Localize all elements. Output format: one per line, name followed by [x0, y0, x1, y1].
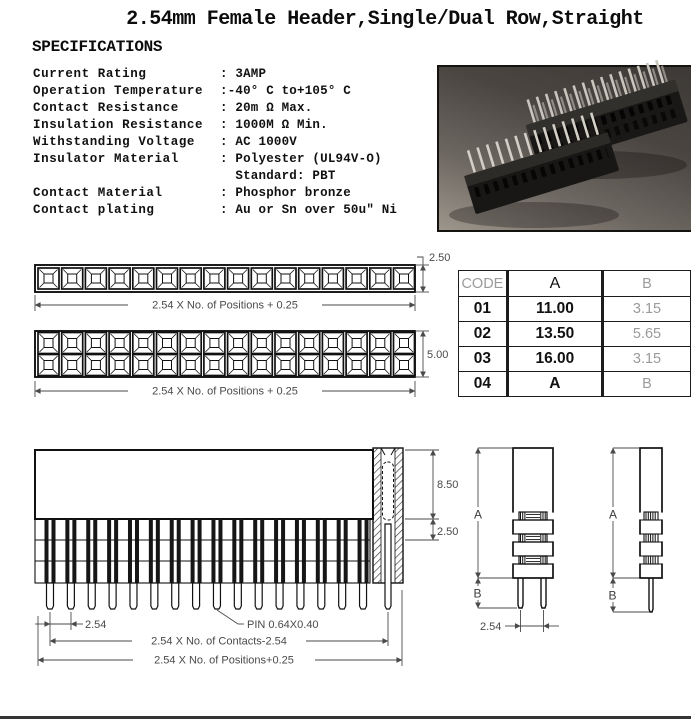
spec-label: Current Rating [33, 67, 147, 81]
page-title: 2.54mm Female Header,Single/Dual Row,Straight [126, 8, 644, 31]
spec-value: : AC 1000V [220, 135, 298, 149]
cell-b: 5.65 [602, 322, 690, 347]
dim-dual-width: 2.54 X No. of Positions + 0.25 [152, 385, 298, 398]
cell-a: A [507, 372, 602, 397]
spec-label: Operation Temperature [33, 84, 204, 98]
cell-a: 11.00 [507, 297, 602, 322]
side-view-dual [471, 448, 559, 633]
side-view-single [606, 448, 664, 612]
code-dimension-table [458, 270, 691, 397]
pin-size-label: PIN 0.64X0.40 [247, 619, 319, 631]
specifications-heading: SPECIFICATIONS [32, 38, 163, 56]
dim-side-dual-a: A [473, 507, 483, 522]
product-photo [437, 65, 691, 232]
cell-a: 13.50 [507, 322, 602, 347]
single-row-top-view-drawing [25, 245, 460, 323]
spec-label: Contact Material [33, 186, 163, 200]
cell-b: 3.15 [602, 347, 690, 372]
dim-collar: 2.50 [437, 526, 459, 538]
cell-b: B [602, 372, 690, 397]
dim-side-dual-b: B [473, 586, 482, 601]
spec-row [33, 185, 397, 202]
spec-row [33, 134, 397, 151]
cell-b: 3.15 [602, 297, 690, 322]
dim-single-width: 2.54 X No. of Positions + 0.25 [152, 299, 298, 312]
spec-row [33, 202, 397, 219]
table-row [459, 322, 691, 347]
cross-section [373, 448, 403, 609]
spec-label: Contact Resistance [33, 101, 179, 115]
dim-positions: 2.54 X No. of Positions+0.25 [154, 654, 294, 667]
spec-row [33, 151, 397, 168]
spec-row [33, 100, 397, 117]
front-view-drawing [25, 440, 465, 680]
table-row [459, 347, 691, 372]
spec-label: Contact plating [33, 203, 155, 217]
spec-row [33, 66, 397, 83]
retention-sections [512, 512, 555, 564]
table-row [459, 372, 691, 397]
dim-contacts: 2.54 X No. of Contacts-2.54 [151, 635, 287, 648]
cell-code: 04 [459, 372, 508, 397]
dim-dual-height: 5.00 [427, 349, 449, 361]
connector-photo-art [439, 67, 691, 230]
dual-row-top-view-drawing [25, 318, 460, 408]
header-code: CODE [459, 271, 508, 297]
footer-rule [0, 716, 691, 719]
cell-code: 02 [459, 322, 508, 347]
header-a: A [507, 271, 602, 297]
spec-row [33, 168, 397, 185]
dim-side-single-a: A [608, 507, 618, 522]
spec-value: : 1000M Ω Min. [220, 118, 328, 132]
specifications-list [33, 66, 397, 219]
spec-row [33, 83, 397, 100]
side-view-drawings [455, 440, 691, 655]
dim-side-single-b: B [608, 588, 617, 603]
cell-code: 03 [459, 347, 508, 372]
spec-label: Withstanding Voltage [33, 135, 196, 149]
header-b: B [602, 271, 690, 297]
spec-value: :-40° C to+105° C [220, 84, 351, 98]
spec-value: : 20m Ω Max. [220, 101, 313, 115]
retention-sections-single [639, 512, 664, 564]
spec-value: : Polyester (UL94V-O) [220, 152, 382, 166]
spec-value: Standard: PBT [220, 169, 336, 183]
spec-value: : Phosphor bronze [220, 186, 351, 200]
dim-pitch: 2.54 [85, 619, 107, 631]
table-header-row [459, 271, 691, 297]
dim-side-dual-pitch: 2.54 [480, 621, 502, 633]
dim-single-height: 2.50 [429, 252, 451, 264]
dim-body-height: 8.50 [437, 479, 459, 491]
table-row [459, 297, 691, 322]
spec-label: Insulator Material [33, 152, 179, 166]
spec-value: : Au or Sn over 50u" Ni [220, 203, 398, 217]
cell-code: 01 [459, 297, 508, 322]
cell-a: 16.00 [507, 347, 602, 372]
spec-label: Insulation Resistance [33, 118, 204, 132]
spec-value: : 3AMP [220, 67, 267, 81]
spec-row [33, 117, 397, 134]
